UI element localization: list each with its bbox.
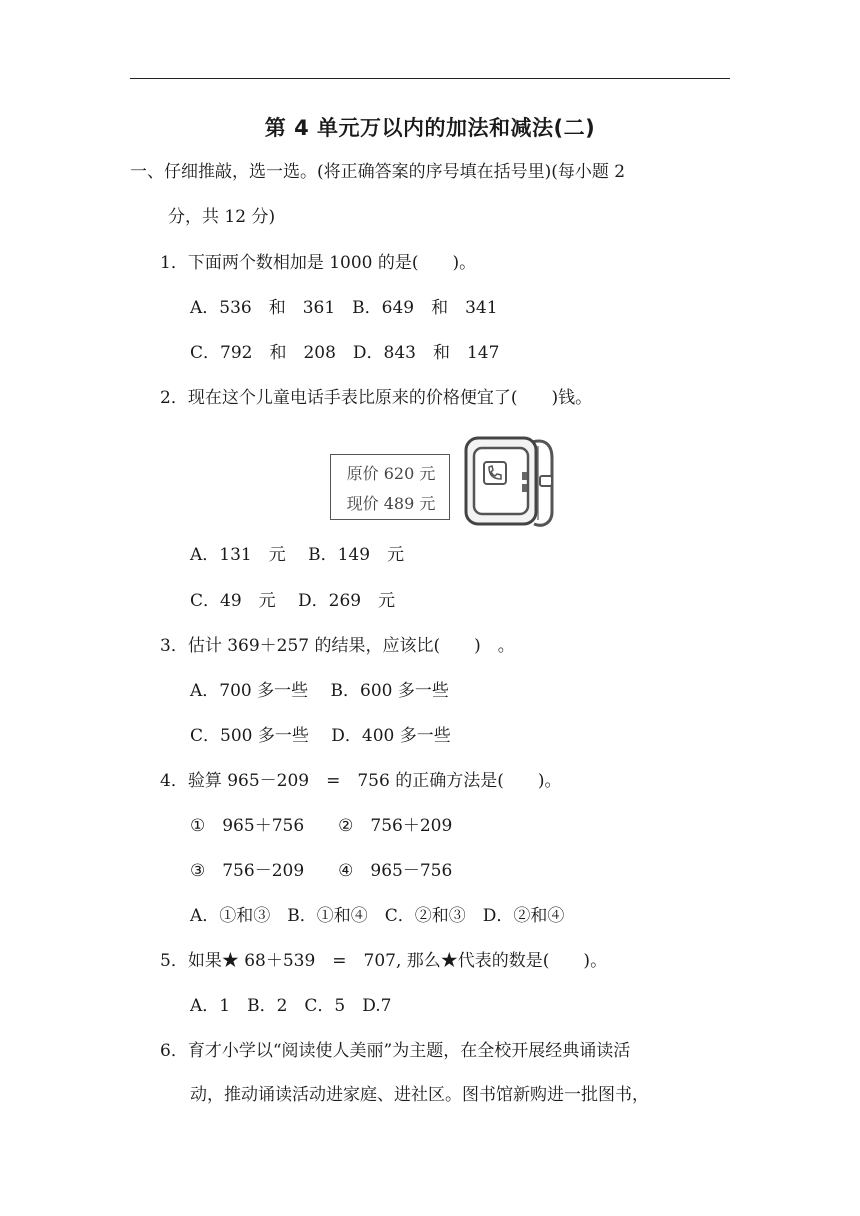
question-5-stem: 5．如果★ 68＋539 = 707, 那么★代表的数是( )。 xyxy=(160,951,608,971)
page-title: 第 4 单元万以内的加法和减法(二) xyxy=(264,116,596,140)
question-4-choices-row-2: ③ 756－209 ④ 965－756 xyxy=(190,861,453,881)
question-2-options-row-2: C．49 元 D．269 元 xyxy=(190,591,396,611)
question-4-stem: 4．验算 965－209 = 756 的正确方法是( )。 xyxy=(160,771,562,791)
question-2-options-row-1: A．131 元 B．149 元 xyxy=(190,545,405,565)
question-1-options-row-2: C．792 和 208 D．843 和 147 xyxy=(190,343,500,363)
section-instruction-line-1: 一、仔细推敲，选一选。(将正确答案的序号填在括号里)(每小题 2 xyxy=(130,162,626,182)
question-2-stem: 2．现在这个儿童电话手表比原来的价格便宜了( )钱。 xyxy=(160,388,593,408)
header-rule xyxy=(130,78,730,79)
question-3-stem: 3．估计 369＋257 的结果，应该比( ) 。 xyxy=(160,636,515,656)
original-price: 原价 620 元 xyxy=(346,464,436,483)
section-instruction-line-2: 分，共 12 分) xyxy=(168,207,276,227)
question-1-stem: 1．下面两个数相加是 1000 的是( )。 xyxy=(160,253,477,273)
question-2-figure xyxy=(330,432,560,532)
question-1-options-row-1: A．536 和 361 B．649 和 341 xyxy=(190,298,498,318)
question-4-options: A．①和③ B．①和④ C．②和③ D．②和④ xyxy=(190,906,565,926)
question-5-options: A．1 B．2 C．5 D.7 xyxy=(190,996,392,1016)
question-3-options-row-2: C．500 多一些 D．400 多一些 xyxy=(190,726,451,746)
question-4-choices-row-1: ① 965＋756 ② 756＋209 xyxy=(190,816,453,836)
question-6-stem-line-2: 动，推动诵读活动进家庭、进社区。图书馆新购进一批图书， xyxy=(190,1085,649,1105)
question-3-options-row-1: A．700 多一些 B．600 多一些 xyxy=(190,681,449,701)
current-price: 现价 489 元 xyxy=(346,494,436,513)
price-tag xyxy=(330,454,450,520)
smartwatch-icon xyxy=(460,432,560,532)
question-6-stem-line-1: 6．育才小学以“阅读使人美丽”为主题，在全校开展经典诵读活 xyxy=(160,1041,631,1061)
